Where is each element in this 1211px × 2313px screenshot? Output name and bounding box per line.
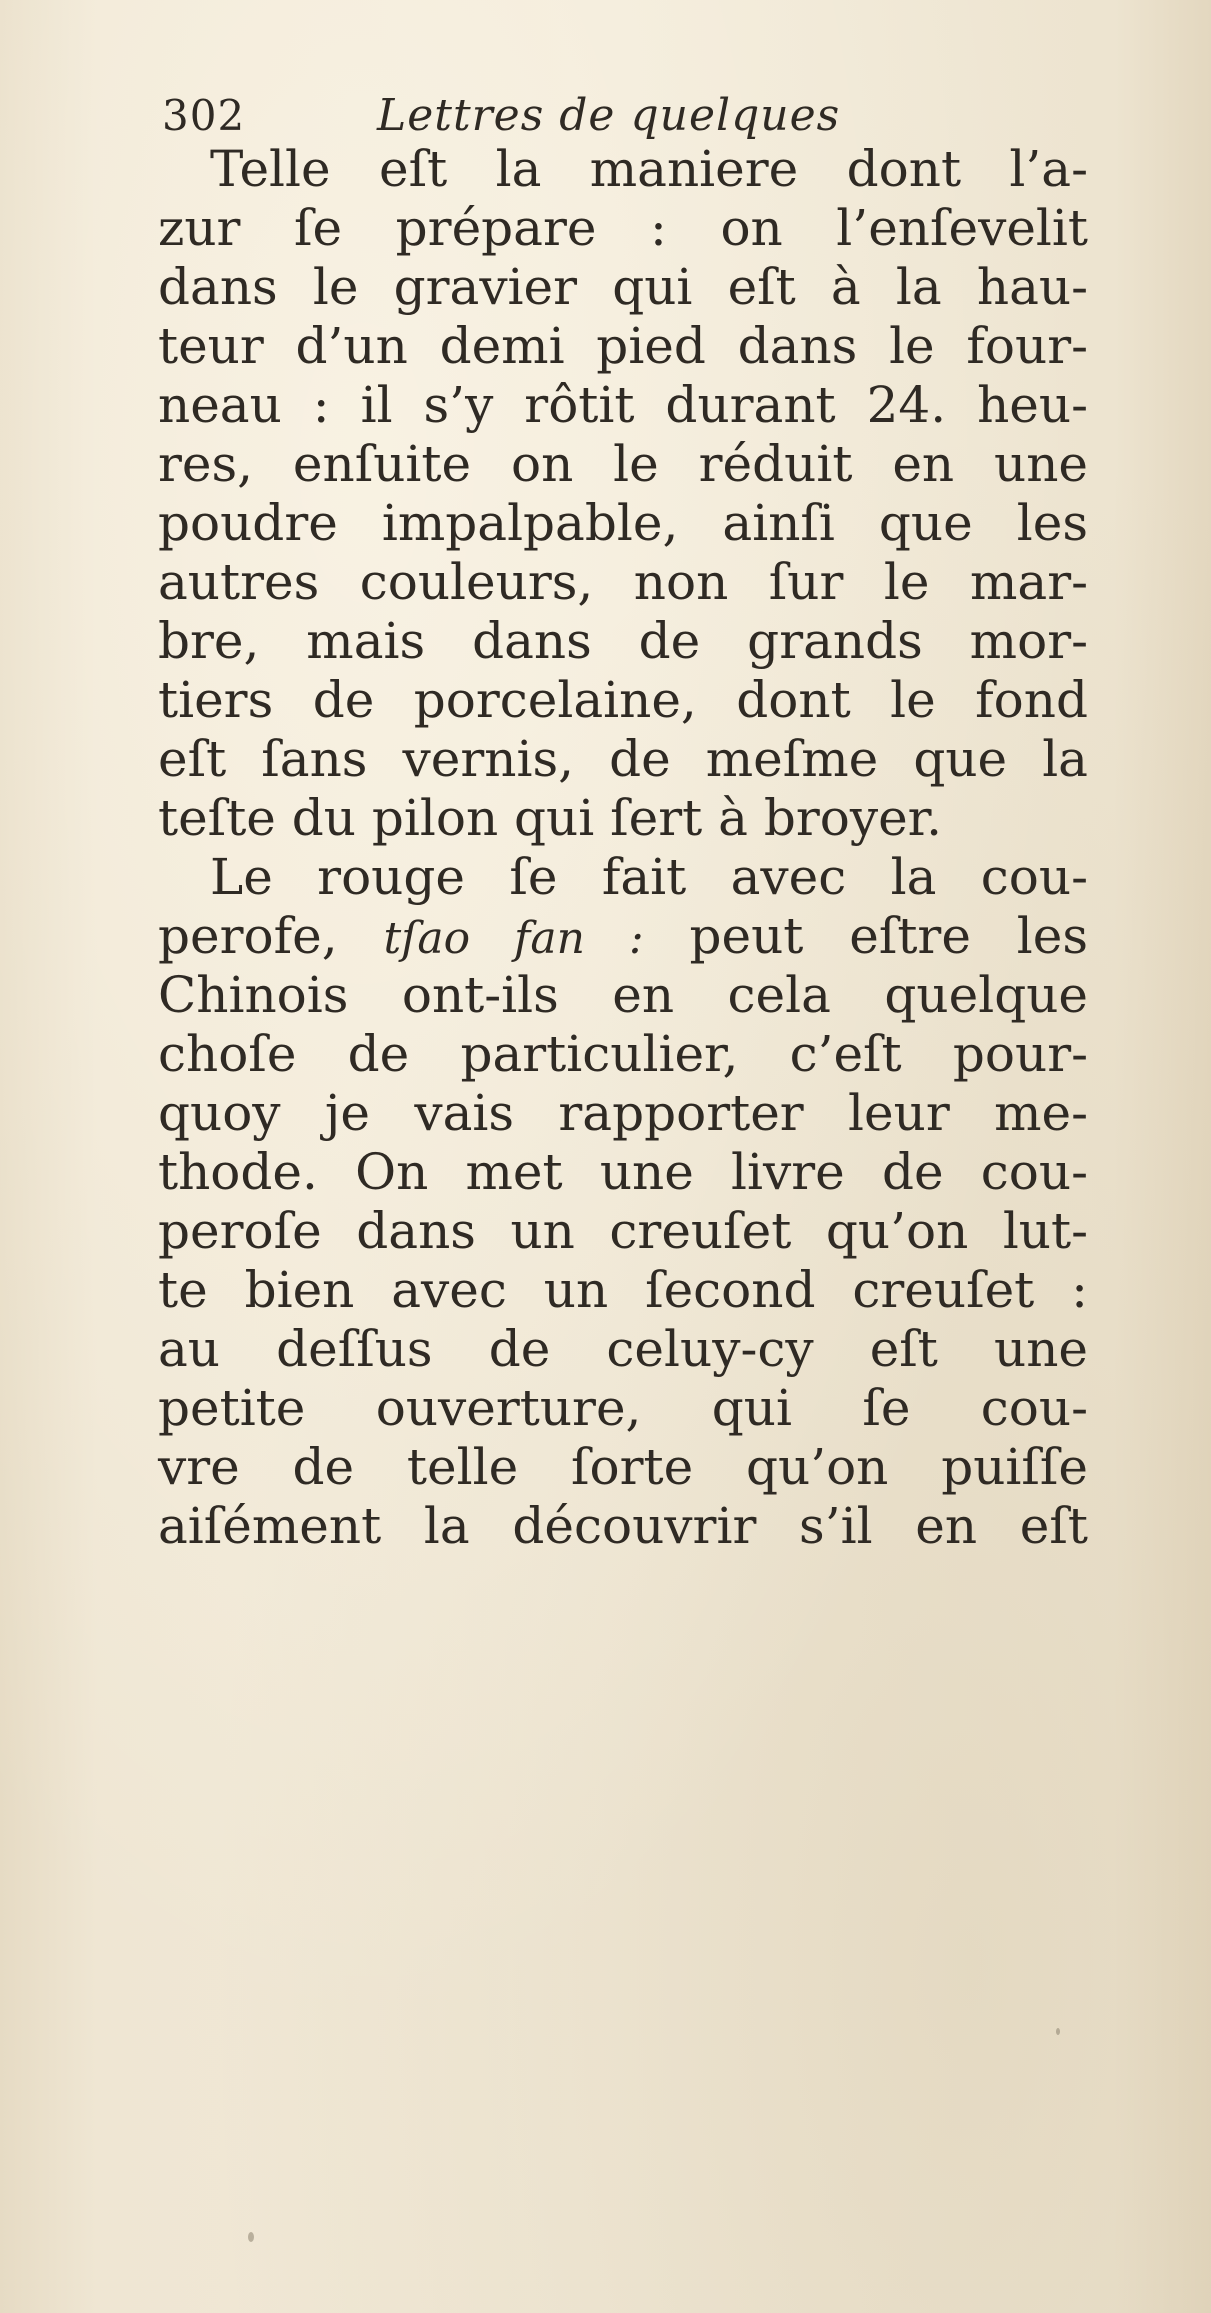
- body-text: [158, 140, 1088, 1556]
- text-line: autres couleurs, non ſur le mar-: [158, 553, 1088, 611]
- text-line: eſt ſans vernis, de meſme que la: [158, 730, 1088, 788]
- text-line: choſe de particulier, c’eſt pour-: [158, 1025, 1088, 1083]
- paper-speck: [248, 2232, 254, 2242]
- text-line: zur ſe prépare : on l’enſevelit: [158, 199, 1088, 257]
- text-line: au deſſus de celuy-cy eſt une: [158, 1320, 1088, 1378]
- text-line: quoy je vais rapporter leur me-: [158, 1084, 1088, 1142]
- text-segment: peut eſtre les: [643, 907, 1088, 965]
- text-line: petite ouverture, qui ſe cou-: [158, 1379, 1088, 1437]
- text-line: poudre impalpable, ainſi que les: [158, 494, 1088, 552]
- text-line: aiſément la découvrir s’il en eſt: [158, 1497, 1088, 1555]
- text-line: Le rouge ſe fait avec la cou-: [210, 848, 1088, 906]
- text-line: peroſe dans un creuſet qu’on lut-: [158, 1202, 1088, 1260]
- text-line: vre de telle ſorte qu’on puiſſe: [158, 1438, 1088, 1496]
- text-line: Chinois ont-ils en cela quelque: [158, 966, 1088, 1024]
- text-line: tiers de porcelaine, dont le fond: [158, 671, 1088, 729]
- text-line: teur d’un demi pied dans le four-: [158, 317, 1088, 375]
- running-head: Lettres de quelques: [377, 90, 841, 141]
- text-line: res, enſuite on le réduit en une: [158, 435, 1088, 493]
- page-number: 302: [162, 91, 246, 140]
- text-line: neau : il s’y rôtit durant 24. heu-: [158, 376, 1088, 434]
- paper-speck: [1056, 2028, 1060, 2035]
- text-line: te bien avec un ſecond creuſet :: [158, 1261, 1088, 1319]
- text-line: Telle eſt la maniere dont l’a-: [210, 140, 1088, 198]
- text-line-mixed: [158, 907, 1088, 966]
- italic-term: tſao fan :: [383, 913, 644, 964]
- page-header: [162, 90, 1042, 142]
- text-segment: perofe,: [158, 907, 384, 965]
- text-line: teſte du pilon qui ſert à broyer.: [158, 789, 942, 847]
- text-line: dans le gravier qui eſt à la hau-: [158, 258, 1088, 316]
- text-line: thode. On met une livre de cou-: [158, 1143, 1088, 1201]
- text-line: bre, mais dans de grands mor-: [158, 612, 1088, 670]
